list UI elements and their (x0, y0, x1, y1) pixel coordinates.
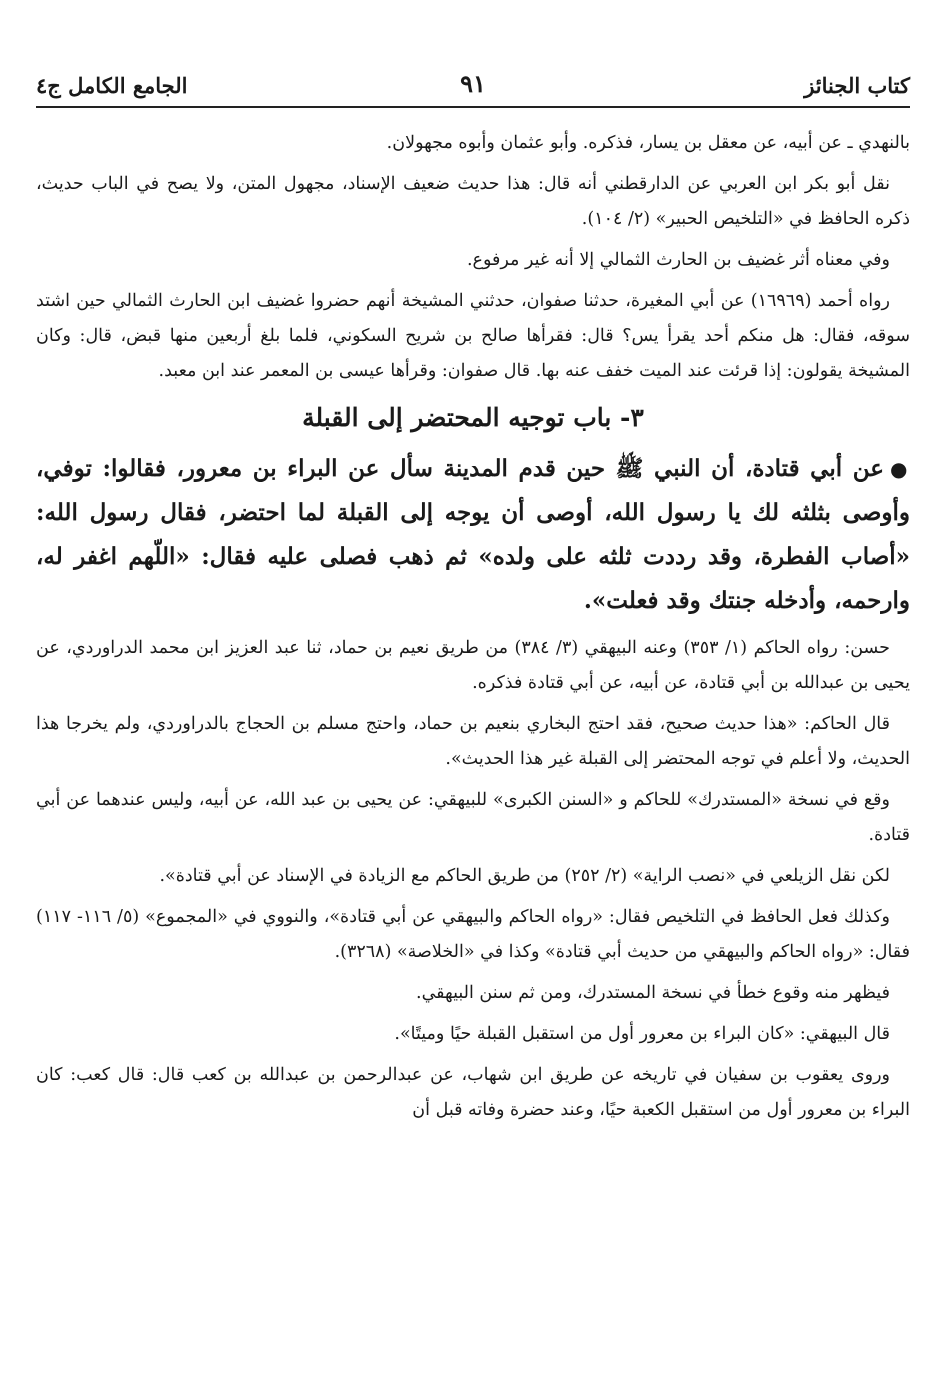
hadith-text (36, 447, 910, 623)
running-header (36, 58, 910, 108)
header-book-title: كتاب الجنائز (804, 73, 910, 98)
page-body (36, 126, 910, 1134)
paragraph: قال الحاكم: «هذا حديث صحيح، فقد احتج البخاري بنعيم بن حماد، واحتج مسلم بن الحجاج بالدراوردي، ولم يخرجا هذا الحديث، ولا أعلم في توجه المحتضر إلى القبلة غير هذا الحديث». (36, 714, 910, 769)
paragraph: وكذلك فعل الحافظ في التلخيص فقال: «رواه الحاكم والبيهقي عن أبي قتادة»، والنووي في «المجموع» (٥/ ١١٦- ١١٧) فقال: «رواه الحاكم والبيهقي من حديث أبي قتادة» وكذا في «الخلاصة» (٣٢٦٨). (36, 907, 910, 962)
paragraph: وروى يعقوب بن سفيان في تاريخه عن طريق ابن شهاب، عن عبدالرحمن بن عبدالله بن كعب قال: قال كعب: كان البراء بن معرور أول من استقبل الكعبة حيًا، وعند حضرة وفاته قبل أن (36, 1065, 910, 1120)
paragraph: وفي معناه أثر غضيف بن الحارث الثمالي إلا أنه غير مرفوع. (466, 250, 890, 270)
paragraph: حسن: رواه الحاكم (١/ ٣٥٣) وعنه البيهقي (٣/ ٣٨٤) من طريق نعيم بن حماد، ثنا عبد العزيز ابن محمد الدراوردي، عن يحيى بن عبدالله بن أبي قتادة، عن أبيه، عن أبي قتادة فذكره. (36, 638, 910, 693)
paragraph: رواه أحمد (١٦٩٦٩) عن أبي المغيرة، حدثنا صفوان، حدثني المشيخة أنهم حضروا غضيف ابن الحارث الثمالي حين اشتد سوقه، فقال: هل منكم أحد يقرأ يس؟ قال: فقرأها صالح بن شريح السكوني، فلما بلغ أربعين منها قبض، قال: وكان المشيخة يقولون: إذا قرئت عند الميت خفف عنه بها. قال صفوان: وقرأها عيسى بن المعمر عند ابن معبد. (36, 291, 910, 381)
section-heading: ٣- باب توجيه المحتضر إلى القبلة (302, 403, 644, 432)
header-volume-title: الجامع الكامل ج٤ (36, 73, 188, 98)
hadith-body: عن أبي قتادة، أن النبي ﷺ حين قدم المدينة سأل عن البراء بن معرور، فقالوا: توفي، وأوصى بثلثه لك يا رسول الله، أوصى أن يوجه إلى القبلة لما احتضر، فقال رسول الله: «أصاب الفطرة، وقد رددت ثلثه على ولده» ثم ذهب فصلى عليه فقال: «اللّهم اغفر له، وارحمه، وأدخله جنتك وقد فعلت». (36, 455, 910, 614)
paragraph: بالنهدي ـ عن أبيه، عن معقل بن يسار، فذكره. وأبو عثمان وأبوه مجهولان. (386, 133, 910, 153)
paragraph: فيظهر منه وقوع خطأ في نسخة المستدرك، ومن ثم سنن البيهقي. (416, 983, 890, 1003)
paragraph: لكن نقل الزيلعي في «نصب الراية» (٢/ ٢٥٢) من طريق الحاكم مع الزيادة في الإسناد عن أبي قتادة». (159, 866, 890, 886)
paragraph: نقل أبو بكر ابن العربي عن الدارقطني أنه قال: هذا حديث ضعيف الإسناد، مجهول المتن، ولا يصح في الباب حديث، ذكره الحافظ في «التلخيص الحبير» (٢/ ١٠٤). (36, 174, 910, 229)
paragraph: قال البيهقي: «كان البراء بن معرور أول من استقبل القبلة حيًا وميتًا». (394, 1024, 890, 1044)
page-number: ٩١ (460, 69, 486, 98)
bullet-icon: ● (889, 457, 910, 481)
paragraph: وقع في نسخة «المستدرك» للحاكم و «السنن الكبرى» للبيهقي: عن يحيى بن عبد الله، عن أبيه، وليس عندهما عن أبي قتادة. (36, 790, 910, 845)
